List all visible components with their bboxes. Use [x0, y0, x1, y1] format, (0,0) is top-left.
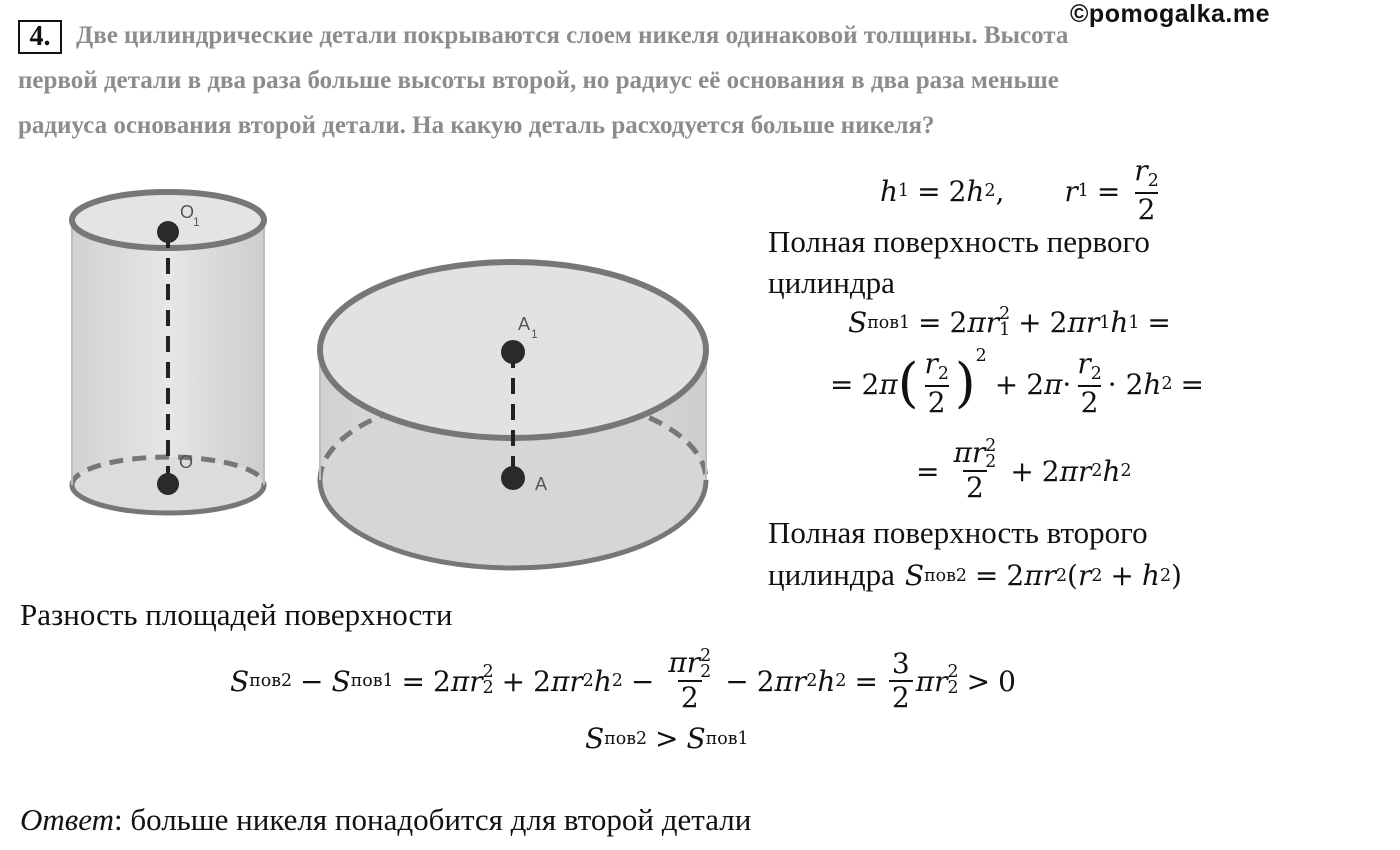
answer-label: Ответ: [20, 802, 114, 837]
problem-line-3: радиуса основания второй детали. На какую деталь расходуется больше никеля?: [18, 112, 935, 139]
problem-line-2: первой детали в два раза больше высоты второй, но радиус её основания в два раза меньше: [18, 67, 1059, 94]
label-a1: A: [518, 314, 531, 334]
text-difference: Разность площадей поверхности: [20, 597, 453, 632]
problem-line-1: Две цилиндрические детали покрываются слоем никеля одинаковой толщины. Высота: [76, 22, 1069, 49]
formula-s2: S пов2 = 2 π r 2 ( r 2 + h 2 ): [904, 559, 1182, 592]
label-a1-sub: 1: [531, 327, 538, 341]
formula-s1-line2: = 2 π ( $\frac{r_2}{2}$ ) 2 + 2 π · $\frac{r_2}{2}$ · 2 h 2 =: [830, 346, 1204, 420]
text-second-surface-2: [768, 557, 1182, 593]
label-o: O: [179, 452, 194, 472]
answer: [20, 802, 751, 838]
formula-s1-line1: S пов1 = 2 π r 2 1 + 2 π r 1 h 1 =: [848, 303, 1171, 340]
formula-difference: S пов2 − S пов1 = 2 π r 2 2 + 2 π r 2 h 2 − πr 2 2 2 − 2 π r 2 h 2 = $\frac{3}{2}$ π r 2 2 > 0: [230, 646, 1016, 715]
point-a: [501, 466, 525, 490]
problem-number: 4.: [18, 20, 62, 54]
answer-text: : больше никеля понадобится для второй детали: [113, 802, 752, 837]
point-a1: [501, 340, 525, 364]
watermark: ©pomogalka.me: [1070, 0, 1270, 28]
text-first-surface-1: Полная поверхность первого: [768, 224, 1150, 259]
label-o1-sub: 1: [193, 215, 200, 229]
given-formula: h 1 = 2 h 2 , r 1 = $\frac{r_2}{2}$: [880, 154, 1159, 227]
label-o1: O: [180, 202, 195, 222]
text-first-surface-2: цилиндра: [768, 265, 895, 300]
label-a: A: [535, 474, 548, 494]
cylinder-second: [320, 262, 706, 568]
text-second-surface-1: Полная поверхность второго: [768, 515, 1148, 550]
point-o1: [157, 221, 179, 243]
formula-s1-line3: = πr 2 2 2 + 2 π r 2 h 2: [916, 436, 1132, 505]
formula-comparison: S пов2 > S пов1: [585, 722, 749, 755]
cylinder-first: [72, 192, 264, 513]
text-second-surface-word: цилиндра: [768, 557, 895, 592]
point-o: [157, 473, 179, 495]
cylinders-figure: [50, 170, 730, 580]
